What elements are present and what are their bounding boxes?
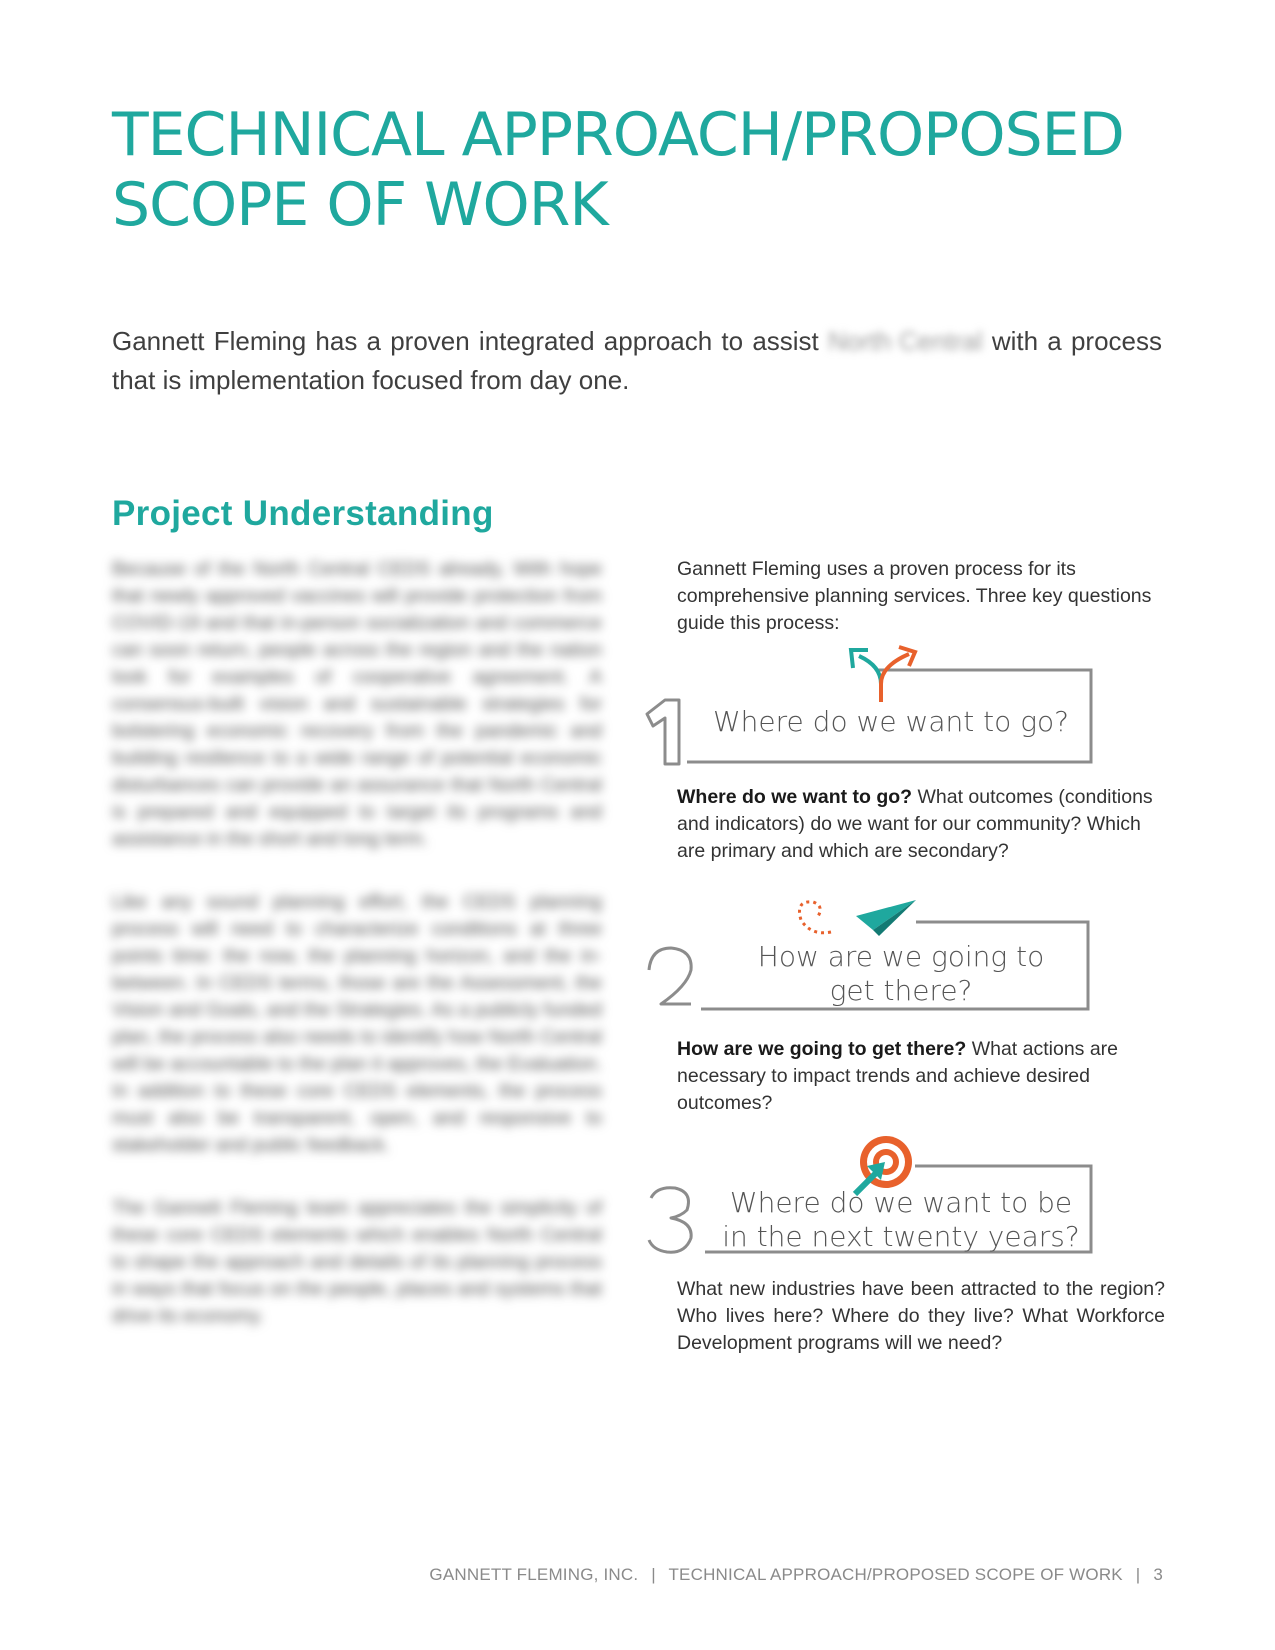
blurred-body-column — [112, 556, 602, 1366]
number-1-icon — [647, 700, 679, 764]
question-2-label — [731, 940, 1071, 1008]
number-3-icon — [649, 1188, 691, 1253]
question-3-graphic — [641, 1132, 1141, 1262]
question-1-bold: Where do we want to go? — [677, 786, 913, 808]
question-2-label-line-2: get there? — [829, 974, 973, 1007]
question-3-label — [701, 1186, 1101, 1254]
question-3-description: What new industries have been attracted to the region? Who lives here? Where do they live? What Workforce Development programs will we need? — [677, 1278, 1165, 1354]
blurred-paragraph-3: The Gannett Fleming team appreciates the simplicity of these core CEDS elements which enables North Central to shape the approach and details of its planning process in ways that focus on the people, places and systems that drive its economy. — [112, 1198, 602, 1327]
question-1-graphic — [641, 644, 1141, 774]
question-2-description — [677, 1036, 1165, 1117]
question-1-rest: What outcomes (conditions and indicators) do we want for our community? Which are primary and which are secondary? — [677, 786, 1153, 862]
page-title-line-1: TECHNICAL APPROACH/PROPOSED — [112, 100, 1124, 170]
question-3-label-line-1: Where do we want to be — [729, 1186, 1073, 1219]
question-1-description — [677, 784, 1165, 865]
intro-text-start: Gannett Fleming has a proven integrated approach to assist — [112, 326, 828, 356]
footer-section: TECHNICAL APPROACH/PROPOSED SCOPE OF WORK — [668, 1565, 1123, 1584]
number-2-icon — [649, 948, 691, 1004]
page-title — [112, 100, 1172, 240]
question-2-label-line-1: How are we going to — [757, 940, 1045, 973]
page-footer — [429, 1565, 1163, 1585]
question-2-graphic — [641, 896, 1141, 1016]
question-2-rest: What actions are necessary to impact trends and achieve desired outcomes? — [677, 1038, 1119, 1114]
section-heading: Project Understanding — [112, 494, 494, 533]
paper-plane-icon — [800, 900, 917, 936]
process-intro: Gannett Fleming uses a proven process for its comprehensive planning services. Three key questions guide this process: — [677, 558, 1152, 634]
footer-separator-2: | — [1135, 1565, 1141, 1584]
question-1-label: Where do we want to go? — [712, 705, 1069, 738]
intro-text-end: with a process that is implementation focused from day one. — [112, 326, 1163, 395]
question-3-label-line-2: in the next twenty years? — [722, 1220, 1080, 1253]
split-arrows-icon — [851, 647, 915, 702]
page-number: 3 — [1153, 1565, 1163, 1584]
page-title-line-2: SCOPE OF WORK — [112, 170, 608, 240]
footer-separator-1: | — [651, 1565, 656, 1584]
blurred-paragraph-2: Like any sound planning effort, the CEDS planning process will need to characterize conditions at three points time: the now, the planning horizon, and the in-between. In CEDS terms, those are the Assessment, the Vision and Goals, and the Strategies. As a publicly funded plan, the process also needs to identify how North Central will be accountable to the plan it approves, the Evaluation. In addition to these core CEDS elements, the process must also be transparent, open, and responsive to stakeholder and public feedback. — [112, 892, 602, 1156]
redacted-client-name: North Central — [828, 326, 983, 356]
footer-company: GANNETT FLEMING, INC. — [429, 1565, 639, 1584]
intro-paragraph — [112, 322, 1162, 400]
question-2-bold: How are we going to get there? — [677, 1038, 967, 1060]
blurred-paragraph-1: Because of the North Central CEDS already, With hope that newly approved vaccines will provide protection from COVID-19 and that in-person socialization and commerce can soon return, people across the region and the nation look for examples of cooperative agreement. A consensus-built vision and sustainable strategies for bolstering economic recovery from the pandemic and building resilience to a wide range of potential economic disturbances can provide an assurance that North Central is prepared and equipped to target its programs and assistance in the short and long term. — [112, 559, 602, 850]
